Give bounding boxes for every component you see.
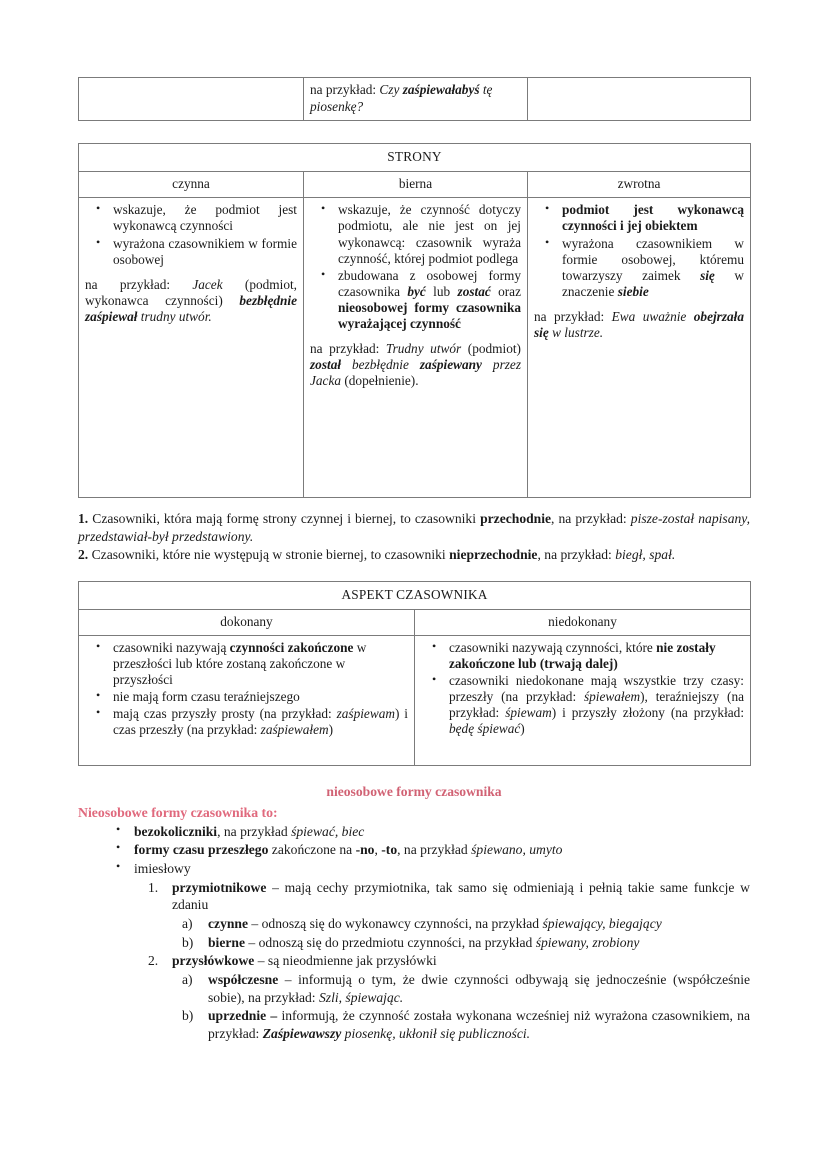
bullet-plain-2: w przeszłości lub które zostaną zakończone w przyszłości xyxy=(113,639,367,687)
example-label: na przykład: xyxy=(534,308,612,324)
bullet-italic: śpiewałem xyxy=(583,688,641,704)
list-item xyxy=(134,823,750,841)
table-row-title xyxy=(79,581,751,609)
item-bold: przysłówkowe xyxy=(172,953,255,969)
table-strony xyxy=(78,143,751,498)
example-italic: Czy xyxy=(379,82,403,97)
bullet-plain-3: , na przykład xyxy=(397,842,472,858)
example-italic: Trudny utwór xyxy=(385,341,462,356)
list-item xyxy=(208,971,750,1006)
example-label: na przykład: xyxy=(310,341,386,356)
list-item xyxy=(338,202,521,266)
list-item xyxy=(562,202,744,234)
bullet-text: wskazuje, że podmiot jest wykonawcą czynności xyxy=(113,202,297,234)
bullet-plain-2: ), teraźniejszy (na przykład: xyxy=(449,688,745,721)
example-italic-2: trudny utwór. xyxy=(137,308,212,324)
list-item xyxy=(113,640,408,688)
example-label: na przykład: xyxy=(85,276,193,292)
bierna-example xyxy=(310,341,521,389)
subitem-bold-italic: Zaśpiewawszy xyxy=(262,1026,342,1042)
bullet-bold-2: -no xyxy=(355,842,375,858)
cell-dokonany xyxy=(79,635,415,765)
bierna-bullet-list xyxy=(310,202,521,332)
subitem-italic: śpiewający, biegający xyxy=(542,916,662,932)
bullet-text: wyrażona czasownikiem w formie osobowej xyxy=(113,235,297,267)
note-2 xyxy=(78,546,750,563)
subitem-italic: piosenkę, ukłonił się publiczności. xyxy=(341,1026,531,1042)
example-italic-2: tę piosenkę? xyxy=(310,82,493,114)
list-item xyxy=(208,934,750,952)
item-plain: – są nieodmienne jak przysłówki xyxy=(254,953,437,969)
list-item xyxy=(338,268,521,332)
subitem-plain: – odnoszą się do przedmiotu czynności, na przykład xyxy=(245,934,536,950)
bullet-bold-italic: się xyxy=(700,267,715,283)
list-item xyxy=(113,706,408,738)
bullet-bold: formy czasu przeszłego xyxy=(134,842,269,858)
bullet-bold: podmiot jest wykonawcą czynności i jej obiektem xyxy=(562,202,744,234)
bullet-italic: śpiewać, biec xyxy=(291,823,365,839)
list-item xyxy=(562,236,744,300)
bullet-plain: zakończone na xyxy=(268,842,356,858)
example-plain: (podmiot, wykonawca czynności) xyxy=(85,276,297,308)
bullet-plain-3: oraz xyxy=(490,283,521,299)
bullet-plain: zbudowana z osobowej formy czasownika xyxy=(338,267,521,299)
strony-header-czynna: czynna xyxy=(79,172,304,198)
cell-example-middle xyxy=(304,78,528,121)
list-item xyxy=(208,1007,750,1042)
nieosobowe-heading: nieosobowe formy czasownika xyxy=(326,783,502,799)
bullet-plain: czasowniki nazywają xyxy=(113,639,230,655)
bullet-bold-italic: być xyxy=(407,283,426,299)
nieosobowe-bullet-list xyxy=(78,823,750,1043)
czynna-bullet-list xyxy=(85,202,297,267)
bullet-italic: śpiewano, umyto xyxy=(471,842,563,858)
example-plain: (podmiot) xyxy=(461,341,521,356)
bullet-italic-3: będę śpiewać xyxy=(449,721,521,737)
table-row-headers xyxy=(79,609,751,635)
bullet-plain: , na przykład xyxy=(217,823,292,839)
list-item xyxy=(172,952,750,1042)
cell-zwrotna xyxy=(528,198,751,498)
table-aspekt-czasownika xyxy=(78,581,751,766)
note-1 xyxy=(78,510,750,545)
zwrotna-example xyxy=(534,309,744,341)
cell-czynna xyxy=(79,198,304,498)
table-row-body xyxy=(79,635,751,765)
bullet-plain: mają czas przyszły prosty (na przykład: xyxy=(113,706,337,722)
example-bold-italic: obejrzała się xyxy=(534,308,744,340)
item-plain: – mają cechy przymiotnika, tak samo się odmieniają i pełnią takie same funkcje w zdaniu xyxy=(172,879,750,913)
cell-niedokonany xyxy=(415,635,751,765)
bullet-plain-2: w znaczenie xyxy=(562,267,744,299)
example-italic-2: bezbłędnie xyxy=(341,357,420,373)
aspekt-header-dokonany: dokonany xyxy=(79,609,415,635)
cell-empty-right xyxy=(528,78,751,121)
subitem-bold: współczesne xyxy=(208,972,279,988)
note-plain: Czasowniki, która mają formę strony czynnej i biernej, to czasowniki xyxy=(88,511,481,527)
subitem-italic: Szli, śpiewając. xyxy=(318,989,404,1005)
bullet-plain: wyrażona czasownikiem w formie osobowej, któremu towarzyszy zaimek xyxy=(562,235,744,283)
bullet-plain: nie mają form czasu teraźniejszego xyxy=(113,688,300,704)
table-top-fragment xyxy=(78,77,751,121)
bullet-plain: czasowniki nazywają czynności, które xyxy=(449,639,657,655)
note-plain-2: , na przykład: xyxy=(537,547,616,563)
przymiotnikowe-sublist xyxy=(172,915,750,951)
cell-bierna xyxy=(304,198,528,498)
bullet-plain: imiesłowy xyxy=(134,861,191,877)
note-bold: nieprzechodnie xyxy=(449,547,538,563)
table-row-body xyxy=(79,198,751,498)
list-item xyxy=(449,640,744,672)
nieosobowe-lead: Nieosobowe formy czasownika to: xyxy=(78,804,278,820)
subitem-bold: bierne xyxy=(208,934,245,950)
item-bold: przymiotnikowe xyxy=(172,879,267,895)
bullet-bold-3: -to xyxy=(381,842,398,858)
note-number: 1. xyxy=(78,511,89,527)
subitem-bold: czynne xyxy=(208,916,249,932)
example-italic-3: przez Jacka xyxy=(310,357,521,389)
list-item xyxy=(113,689,408,705)
bullet-bold: nie zostały zakończone lub (trwają dalej) xyxy=(449,639,716,671)
strony-header-bierna: bierna xyxy=(304,172,528,198)
page-content xyxy=(78,77,750,1044)
aspekt-title: ASPEKT CZASOWNIKA xyxy=(79,581,751,609)
bullet-bold: nieosobowej formy czasownika wyrażającej czynność xyxy=(338,299,521,331)
bullet-bold: czynności zakończone xyxy=(229,639,354,655)
list-item xyxy=(113,202,297,234)
bullet-plain-3: ) i przyszły złożony (na przykład: xyxy=(551,705,745,721)
bullet-bold: bezokoliczniki xyxy=(134,823,218,839)
example-italic: Ewa uważnie xyxy=(611,308,694,324)
list-item xyxy=(134,841,750,859)
bullet-plain-2: , xyxy=(374,842,382,858)
note-plain: Czasowniki, które nie występują w stronie biernej, to czasowniki xyxy=(88,547,450,563)
list-item xyxy=(134,860,750,1043)
subitem-plain: informują, że czynność została wykonana wcześniej niż wyrażona czasownikiem, na przykład: xyxy=(208,1008,750,1042)
bullet-italic-2: zaśpiewałem xyxy=(260,722,329,738)
example-bold-italic-2: zaśpiewany xyxy=(419,357,482,373)
example-bold-italic: bezbłędnie zaśpiewał xyxy=(85,292,297,324)
bullet-plain: czasowniki niedokonane mają wszystkie trzy czasy: przeszły (na przykład: xyxy=(449,672,745,704)
dokonany-bullet-list xyxy=(85,640,408,738)
bullet-plain-3: ) xyxy=(328,722,334,738)
bullet-italic: zaśpiewam xyxy=(336,706,395,722)
bullet-plain-2: lub xyxy=(425,283,458,299)
bullet-plain-2: ) i czas przeszły (na przykład: xyxy=(113,706,408,738)
bullet-bold-italic-2: zostać xyxy=(457,283,491,299)
strony-title: STRONY xyxy=(79,144,751,172)
bullet-text: wskazuje, że czynność dotyczy podmiotu, ale nie jest on jej wykonawcą: czasownik wyraża czynność, której podmiot podlega xyxy=(338,202,521,266)
cell-empty-left xyxy=(79,78,304,121)
bullet-bold-italic-2: siebie xyxy=(617,283,649,299)
mid-notes xyxy=(78,510,750,563)
subitem-plain: – informują o tym, że dwie czynności odbywają się jednocześnie (współcześnie sobie), na przykład: xyxy=(208,972,750,1005)
note-bold: przechodnie xyxy=(480,511,552,527)
subitem-plain: – odnoszą się do wykonawcy czynności, na przykład xyxy=(248,916,543,932)
example-italic-2: w lustrze. xyxy=(548,324,604,340)
niedokonany-bullet-list xyxy=(421,640,744,737)
note-italic: pisze-został napisany, przedstawiał-był przedstawiony. xyxy=(78,511,750,544)
example-bold-italic: został xyxy=(310,357,342,373)
list-item xyxy=(449,673,744,737)
note-plain-2: , na przykład: xyxy=(551,511,631,527)
example-label: na przykład: xyxy=(310,82,380,97)
table-row-headers xyxy=(79,172,751,198)
imieslowy-numbered-list xyxy=(134,879,750,1043)
bullet-italic-2: śpiewam xyxy=(505,705,552,721)
list-item xyxy=(208,915,750,933)
note-number: 2. xyxy=(78,547,89,563)
table-row-title xyxy=(79,144,751,172)
list-item xyxy=(113,236,297,268)
przyslowkowe-sublist xyxy=(172,971,750,1043)
zwrotna-bullet-list xyxy=(534,202,744,299)
example-italic: Jacek xyxy=(192,276,223,292)
aspekt-header-niedokonany: niedokonany xyxy=(415,609,751,635)
czynna-example xyxy=(85,277,297,325)
note-italic: biegł, spał. xyxy=(615,547,676,563)
bullet-plain-4: ) xyxy=(520,721,525,737)
table-row xyxy=(79,78,751,121)
example-bold-italic: zaśpiewałabyś xyxy=(402,82,480,97)
subitem-bold: uprzednie – xyxy=(208,1008,278,1024)
subitem-italic: śpiewany, zrobiony xyxy=(535,934,640,950)
strony-header-zwrotna: zwrotna xyxy=(528,172,751,198)
example-plain-2: (dopełnienie). xyxy=(341,373,419,389)
list-item xyxy=(172,879,750,952)
